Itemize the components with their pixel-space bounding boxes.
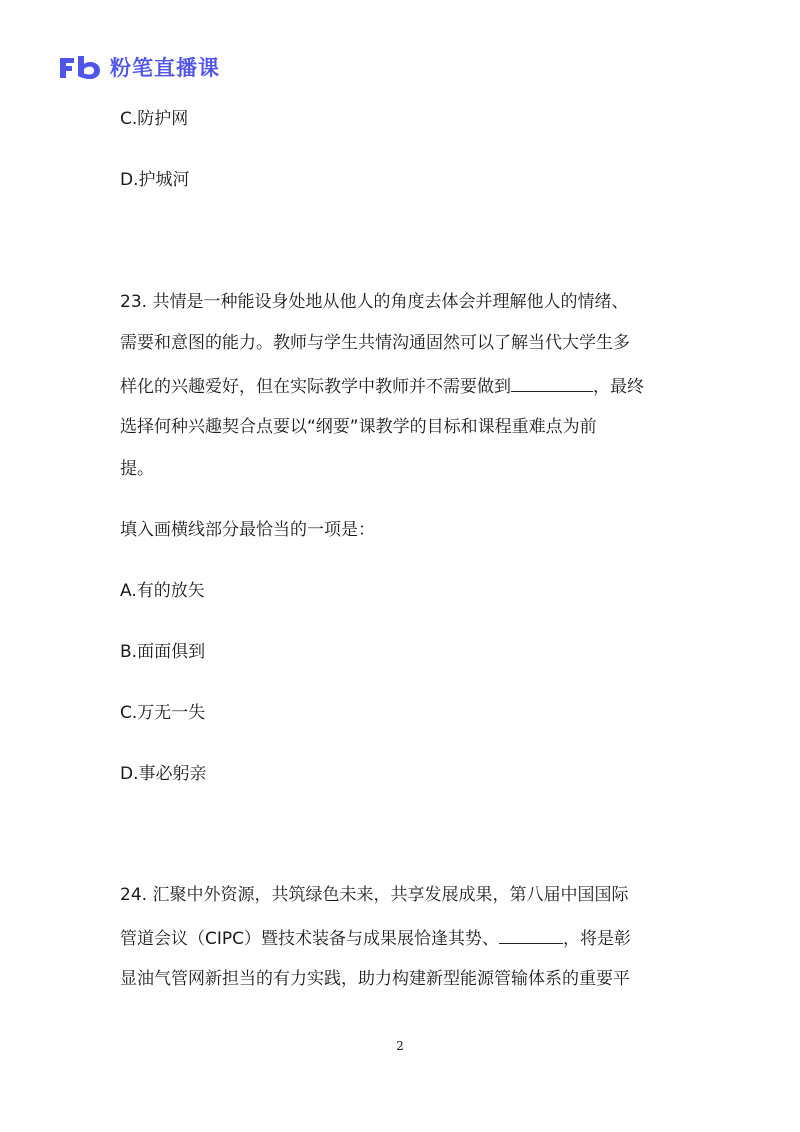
q23-line-3-text: 样化的兴趣爱好，但在实际教学中教师并不需要做到 [120, 377, 511, 397]
q23-option-a: A.有的放矢 [120, 581, 205, 601]
logo-text: 粉笔直播课 [110, 56, 220, 80]
q23-stem-line-5: 提。 [120, 459, 154, 479]
q24-stem-line-1: 24. 汇聚中外资源，共筑绿色未来，共享发展成果，第八届中国国际 [120, 885, 629, 905]
q23-stem-line-1: 23. 共情是一种能设身处地从他人的角度去体会并理解他人的情绪、 [120, 292, 629, 312]
fb-logo-icon [58, 54, 104, 80]
q23-prompt: 填入画横线部分最恰当的一项是： [120, 520, 375, 540]
q24-line-2-tail: ，将是彰 [563, 929, 632, 949]
q23-stem-line-2: 需要和意图的能力。教师与学生共情沟通固然可以了解当代大学生多 [120, 333, 630, 353]
q23-line-3-tail: ，最终 [593, 377, 644, 397]
q22-option-c: C.防护网 [120, 109, 189, 129]
q23-option-b: B.面面俱到 [120, 642, 206, 662]
q22-option-d: D.护城河 [120, 170, 190, 190]
q24-answer-blank [499, 925, 563, 944]
q24-stem-line-3: 显油气管网新担当的有力实践，助力构建新型能源管输体系的重要平 [120, 969, 630, 989]
page-number: 2 [396, 1039, 404, 1053]
q23-option-c: C.万无一失 [120, 703, 206, 723]
q24-stem-line-2 [120, 925, 631, 951]
q24-line-2-text: 管道会议（CIPC）暨技术装备与成果展恰逢其势、 [120, 929, 500, 949]
q23-answer-blank [511, 373, 593, 392]
q23-stem-line-3 [120, 373, 644, 399]
q23-option-d: D.事必躬亲 [120, 764, 207, 784]
header-logo [58, 52, 220, 82]
q23-stem-line-4: 选择何种兴趣契合点要以“纲要”课教学的目标和课程重难点为前 [120, 417, 597, 437]
